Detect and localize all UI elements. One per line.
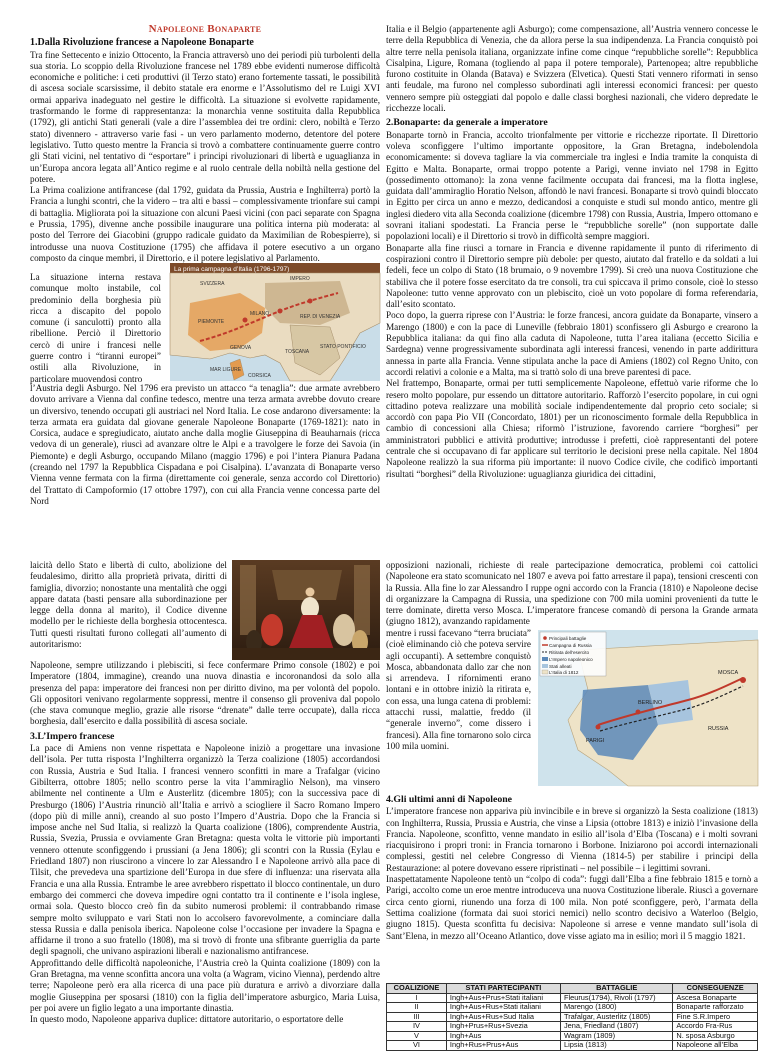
map-legend-item: Principali battaglie xyxy=(549,636,587,641)
paragraph: Poco dopo, la guerra riprese con l’Austria: le forze francesi, ancora guidate da Bonaparte, vinsero a Marengo (1800) e con la pace di Luneville (febbraio 1801) sconfissero gli Asburgo e crearono la Repubblica italiana: da qui fino alla caduta di Napoleone, tutta l’area italiana (eccetto Sicilia e Sardegna) venne progressivamente subordinata agli interessi francesi, venendo in parte addirittura annessa in parte alla Francia. Venne stipulata anche la pace di Amiens (1802) col Regno Unito, con accordi relativi a colonie e a Malta, ma si trattò solo di una breve parentesi di pace. xyxy=(386,310,758,377)
paragraph: Inaspettatamente Napoleone tentò un “colpo di coda”: fuggì dall’Elba a fine febbraio 1815 e tornò a Parigi, accolto come un eroe mentre introduceva una nuova Costituzione liberale. Riuscì a governare circa cento giorni, riunendo una forza di 100 mila. Non poté sconfiggere, però, l’armata della Settima coalizione (formata dai suoi storici nemici) nello scontro decisivo a Waterloo (Belgio, giugno 1815). Questa sconfitta fu decisiva: Napoleone si arrese e venne mandato sull’isola di Sant’Elena, in mezzo all’Oceano Atlantico, dove visse agiato ma in esilio; morì il 5 maggio 1821. xyxy=(386,874,758,941)
map-label: MOSCA xyxy=(718,670,739,676)
paragraph: Napoleone, sempre utilizzando i plebisciti, si fece confermare Primo console (1802) e poi Imperatore (1804, immagine), creando una nuova dinastia e incoronandosi da solo alla presenza del papa: imperatore dei francesi non per diritto divino, ma per volontà del popolo. Gli oppositori venivano regolarmente soppressi, mentre il consenso gli proveniva dal popolo (che stava comunque meglio, grazie alle risorse “drenate” dalle terre occupate), dalla ricca borghesia, dall’esercito e dalla possibilità di ascesa sociale. xyxy=(30,660,380,727)
table-cell: Lipsia (1813) xyxy=(560,1041,672,1051)
table-header: BATTAGLIE xyxy=(560,984,672,994)
map-label: TOSCANA xyxy=(285,349,310,355)
map-caption: La prima campagna d’Italia (1796-1797) xyxy=(174,266,290,273)
paragraph: Nel frattempo, Bonaparte, ormai per tutti semplicemente Napoleone, effettuò varie riforme che lo resero molto popolare, pur essendo un dittatore autoritario. Rafforzò l’esercito popolare, in cui ogni cittadino poteva realizzare una mobilità sociale indipendentemente dal proprio ceto sociale; si accordò con papa Pio VII (Concordato, 1801) per un riconoscimento formale della Repubblica in cambio di concessioni alla Chiesa; riformò l’istruzione, favorendo carriere “borghesi” per amministratori pubblici e attività produttive; introdusse i prefetti, cioè rappresentanti del potere centrale che si occupavano di far applicare sul territorio le decisioni prese nella capitale. Nel 1804 Napoleone realizzò la sua riforma più importante: il nuovo Codice civile, che codificò importanti risultati “borghesi” della Rivoluzione: uguaglianza giuridica dei cittadini, xyxy=(386,378,758,479)
map-russian-campaign xyxy=(538,630,758,786)
table-cell: Fleurus(1794), Rivoli (1797) xyxy=(560,993,672,1003)
left-column-after-map xyxy=(30,383,380,533)
table-cell: Accordo Fra-Rus xyxy=(673,1022,758,1032)
table-cell: IV xyxy=(387,1022,447,1032)
table-cell: Bonaparte rafforzato xyxy=(673,1003,758,1013)
table-cell: Napoleone all’Elba xyxy=(673,1041,758,1051)
left-column-bottom-wrap xyxy=(30,560,227,662)
paragraph: Approfittando delle difficoltà napoleoniche, l’Austria creò la Quinta coalizione (1809) con la Gran Bretagna, ma venne sconfitta ancora una volta (a Wagram, vicino Vienna), perdendo altre terre; Napoleone però era alla ricerca di una pace più duratura e arrivò a divorziare dalla moglie Giuseppina per sposarsi (1810) con la figlia dell’imperatore asburgico, Maria Luisa, per poi avere un figlio legato a una importante dinastia. xyxy=(30,957,380,1013)
moscow-marker xyxy=(740,677,746,683)
table-cell: Trafalgar, Austerlitz (1805) xyxy=(560,1012,672,1022)
table-cell: Marengo (1800) xyxy=(560,1003,672,1013)
table-cell: Jena, Friedland (1807) xyxy=(560,1022,672,1032)
left-column-bottom xyxy=(30,660,380,1024)
paragraph: Tra fine Settecento e inizio Ottocento, la Francia attraversò uno dei periodi più turbolenti della sua storia. Lo scoppio della Rivoluzione francese nel 1789 ebbe evidenti numerose difficoltà economiche e politiche: i ceti produttivi (il Terzo stato) erano fortemente tassati, le possibilità di ascesa sociale scarsissime, il debito statale era enorme e l’Assolutismo del re Luigi XVI ormai appariva inadeguato nel gestire le difficoltà. La situazione si evolvette rapidamente, trasformando le forme di rappresentanza: la monarchia venne sostituita dalla Repubblica (1792), gli antichi Stati generali (vale a dire l’assemblea dei tre ordini: clero, nobiltà e Terzo stato) divennero - attraverso varie fasi - un vero parlamento moderno, detentore del potere legislativo. Tutto questo mentre la Francia si trovò a combattere continuamente guerre contro gli Stati vicini, nel tentativo di “esportare” i principi rivoluzionari di libertà e uguaglianza in un’Europa ancora legata all’Antico regime e al ruolo centrale della nobiltà nella gestione del potere. xyxy=(30,49,380,184)
map-legend-item: L’Italia di 1812 xyxy=(549,670,579,675)
paragraph: In questo modo, Napoleone appariva duplice: dittatore autoritario, o esportatore delle xyxy=(30,1014,344,1025)
table-row xyxy=(387,1041,758,1051)
section-1-heading: 1.Dalla Rivoluzione francese a Napoleone Bonaparte xyxy=(30,37,254,49)
section-3-heading: 3.L’Impero francese xyxy=(30,730,115,742)
coalitions-table xyxy=(386,983,758,1051)
section-4-heading: 4.Gli ultimi anni di Napoleone xyxy=(386,794,513,805)
map-label: RUSSIA xyxy=(708,726,729,732)
table-row xyxy=(387,1003,758,1013)
map-label: PIEMONTE xyxy=(198,319,225,325)
map-label: PARIGI xyxy=(586,738,605,744)
table-cell: Fine S.R.Impero xyxy=(673,1012,758,1022)
coronation-painting xyxy=(232,560,380,660)
paragraph: Bonaparte tornò in Francia, accolto trionfalmente per vittorie e ricchezze riportate. Il Direttorio voleva sconfiggere l’ultimo importante oppositore, la Gran Bretagna, indebolendola economicamente: si doveva tagliare la via commerciale tra inglesi e India tramite la conquista di Egitto e Malta. Bonaparte, ormai troppo potente a Parigi, venne inviato nel 1798 in Egitto (possedimento ottomano): la zona venne facilmente occupata dai francesi, ma la flotta inglese, guidata dall’ammiraglio Horatio Nelson, affondò le navi francesi. Bonaparte si trovò quindi bloccato in Egitto per circa un anno e mezzo, dedicandosi a conquiste e studi sul mondo antico, mentre gli inglesi diedero vita alla Seconda coalizione (dicembre 1798) con Russia, Austria, Impero ottomano e sovrani italiani spodestati. La Francia perse le “repubbliche sorelle” (non supportate dalle popolazioni locali) e il Direttorio si trovò in difficoltà sempre maggiori. xyxy=(386,129,758,242)
table-cell: Ingh+Aus+Rus+Stati italiani xyxy=(446,1003,560,1013)
map-label: STATO PONTIFICIO xyxy=(320,344,366,350)
map-legend-item: Ritirata dell’esercito xyxy=(549,650,590,655)
map-label: MAR LIGURE xyxy=(210,367,242,373)
table-cell: II xyxy=(387,1003,447,1013)
map-label: IMPERO xyxy=(290,276,310,282)
table-row xyxy=(387,1022,758,1032)
map-legend-item: Stati alleati xyxy=(549,664,572,669)
paragraph: laicità dello Stato e libertà di culto, abolizione del feudalesimo, diritto alla proprietà privata, diritti di famiglia, divorzio; nonostante una mentalità che oggi appare datata (basti pensare alla subordinazione per legge della donna al marito), il Codice divenne modello per le richieste della borghesia ottocentesca. Tutti questi risultati furono collegati all’aumento di autoritarismo: xyxy=(30,560,227,650)
table-header: CONSEGUENZE xyxy=(673,984,758,994)
paragraph: L’imperatore francese non appariva più invincibile e in breve si organizzò la Sesta coalizione (1813) con Inghilterra, Russia, Prussia e Austria, che vinse a Lipsia (ottobre 1813) e iniziò l’invasione della Francia. Napoleone, sconfitto, venne mandato in esilio all’isola d’Elba (Toscana) e i molti sovrani riacquisirono i propri troni: in Francia tornarono i Borbone. Iniziarono poi accordi internazionali complessi, gestiti nel celebre Congresso di Vienna (1814-5) per stabilire i principi della Restaurazione: al potere dovevano essere ripristinati – nel possibile – i legittimi sovrani. xyxy=(386,806,758,873)
table-cell: Wagram (1809) xyxy=(560,1031,672,1041)
left-column-wrap xyxy=(30,272,161,383)
paragraph: opposizioni nazionali, richieste di reale partecipazione democratica, problemi coi cattolici (Napoleone era stato scomunicato nel 1807 e aveva poi fatto arrestare il papa), tensioni crescenti con la Russia. Alla fine lo zar Alessandro I ruppe ogni accordo con la Francia (1810) e Napoleone decise di organizzare la Campagna di Russia, una spedizione con 700 mila uomini provenienti da tutte le terre dominate, diretta verso Mosca. L’imperatore francese comandò di persona la Grande armata (giugno 1812), avanzando rapidamente xyxy=(386,560,758,627)
table-cell: Ingh+Aus xyxy=(446,1031,560,1041)
table-cell: V xyxy=(387,1031,447,1041)
right-column-bottom-top xyxy=(386,560,758,628)
map-first-italian-campaign xyxy=(170,263,380,381)
table-header: STATI PARTECIPANTI xyxy=(446,984,560,994)
table-header: COALIZIONE xyxy=(387,984,447,994)
map-label: CORSICA xyxy=(248,373,271,379)
map-legend-item: L’Impero napoleonico xyxy=(549,657,593,662)
map-label: REP. DI VENEZIA xyxy=(300,314,341,320)
table-cell: VI xyxy=(387,1041,447,1051)
table-cell: Ascesa Bonaparte xyxy=(673,993,758,1003)
table-cell: N. sposa Asburgo xyxy=(673,1031,758,1041)
table-cell: Ingh+Prus+Rus+Svezia xyxy=(446,1022,560,1032)
map-label: GENOVA xyxy=(230,345,252,351)
paragraph: mentre i russi facevano “terra bruciata” (cioè eliminando ciò che poteva servire agli occupanti). A settembre conquistò Mosca, abbandonata dallo zar che non si arrendeva. I rifornimenti erano lontani e in ottobre iniziò la ritirata e, con essa, una lunga catena di problemi: attacchi russi, malattie, freddo (il “generale inverno”, come dissero i francesi). Alla fine tornarono solo circa 100 mila uomini. xyxy=(386,628,531,751)
left-column-top xyxy=(30,24,380,272)
map-legend-item: Campagna di Russia xyxy=(549,643,592,648)
map-label: MILANO xyxy=(250,311,270,317)
paragraph: l’Austria degli Asburgo. Nel 1796 era previsto un attacco “a tenaglia”: due armate avrebbero dovuto arrivare a Vienna dal confine tedesco, mentre una terza armata avrebbe dovuto creare un diversivo, tenendo occupati gli austriaci nel Nord Italia. Le cose andarono diversamente: la terza armata era guidata dal giovane generale Napoleone Bonaparte (1769-1821): nato in Corsica, audace e spregiudicato, aiutato anche dalla moglie Giuseppina di Beauharnais (ricca vedova di un generale), riuscì ad avanzare oltre le Alpi e a travolgere le forze dei Savoia (in Piemonte) e degli Asburgo, occupando Milano (maggio 1796) e poi l’intera Pianura Padana (creando nel 1797 la Repubblica Cispadana e poi Cisalpina). L’avanzata di Bonaparte verso Vienna venne fermata con la firma (direttamente coi generale, senza accordo col Direttorio) del Trattato di Campoformio (17 ottobre 1797), con cui alla Francia venne concessa parte del Nord xyxy=(30,383,380,506)
map-label: BERLINO xyxy=(638,700,663,706)
table-header-row xyxy=(387,984,758,994)
paragraph: La situazione interna restava comunque molto instabile, col predominio della borghesia più ricca a discapito del popolo comune (i sanculotti) pronto alla ribellione. Perciò il Direttorio cercò di unire i francesi nelle guerre contro i “tiranni europei” ostili alla Rivoluzione, in particolare muovendosi contro xyxy=(30,272,161,384)
paragraph: Bonaparte alla fine riuscì a tornare in Francia e divenne rapidamente il punto di riferimento di cospirazioni contro il Direttorio sempre più debole: per questo, aiutato dal fratello e da soldati a lui fedeli, fece un colpo di Stato (18 brumaio, o 9 novembre 1799). Si creò una nuova Costituzione che stabiliva che il potere fosse esercitato da tre consoli, tra cui spiccava il primo console, cioè lo stesso Napoleone: tutto venne approvato con un plebiscito, cioè un voto popolare di forma referendaria, dall’esito scontato. xyxy=(386,242,758,310)
section-2-heading: 2.Bonaparte: da generale a imperatore xyxy=(386,117,548,129)
table-cell: Ingh+Aus+Prus+Stati italiani xyxy=(446,993,560,1003)
table-cell: Ingh+Aus+Rus+Sud Italia xyxy=(446,1012,560,1022)
paragraph: La pace di Amiens non venne rispettata e Napoleone iniziò a progettare una invasione dell’isola. Per tutta risposta l’Inghilterra organizzò la Terza coalizione (1805) accordandosi con Russia, Austria e Sud Italia. I francesi vennero sconfitti in mare a Trafalgar (vicino Gibilterra, ottobre 1805; nello scontro perse la vita l’ammiraglio Nelson), ma vinsero abilmente nel continente a Ulm e Austerlitz (dicembre 1805); con la successiva pace di Presburgo (1806) l’Austria rinunciò all’Italia e arrivò a sciogliere il Sacro Romano Impero (dopo più di mille anni), creando al suo posto l’Impero d’Austria. Dopo che la Francia si impose anche nel Sud Italia, si realizzò la Quarta coalizione (1806), comprendente Austria, Russia, Svezia, Prussia e ovviamente Gran Bretagna: questa volta le vittorie più importanti vennero ottenute sconfiggendo i prussiani (a Jena 1806); gli scontri con la Russia (Eylau e Friedland 1807) non riuscirono a vincere lo zar Alessandro I e Napoleone arrivò alla pace di Tilsit, che prevedeva una spartizione dell’Europa in due sfere di influenza: una riservata alla Francia e una alla Russia. Entrambe le aree avrebbero rispettato il blocco continentale, un duro embargo dei commerci che doveva impedire ogni contatto tra il continente e l’isola inglese, ormai sola. Questo blocco creò fin da subito numerosi problemi: il contrabbando rimase sempre molto sviluppato e vari Stati non lo accolsero favorevolmente, a cominciare dalla stessa Russia e dalla penisola iberica. Napoleone colse l’occasione per invadere la Spagna e affidarne il trono a suo fratello (1808), ma si trovò di fronte una sfibrante guerriglia da parte degli spagnoli, che univano aspirazioni liberali e nazionalismo antifrancese. xyxy=(30,743,380,957)
table-cell: Ingh+Rus+Prus+Aus xyxy=(446,1041,560,1051)
right-column-bottom xyxy=(386,791,758,981)
table-cell: I xyxy=(387,993,447,1003)
page-title: Napoleone Bonaparte xyxy=(148,23,262,35)
right-column-top xyxy=(386,24,758,534)
paragraph: Italia e il Belgio (appartenente agli Asburgo); come compensazione, all’Austria vennero concesse le terre della Repubblica di Venezia, che da allora perse la sua indipendenza. La Francia conquistò poi altre terre nella penisola italiana, organizzate infine come cinque “repubbliche sorelle”: Repubblica Cisalpina, Ligure, Romana (togliendo al papa il potere temporale), Partenopea; altre repubbliche furono costituite in Olanda (Batava) e Svizzera (Elvetica). Questi Stati vennero riformati in senso anti feudale, ma furono nel complesso subordinati agli interessi economici francesi: per questo vennero sempre più osteggiati dal popolo e dalle classi borghesi nazionali, che videro depredate le ricchezze locali. xyxy=(386,24,758,114)
paragraph: La Prima coalizione antifrancese (dal 1792, guidata da Prussia, Austria e Inghilterra) portò la Francia a lunghi scontri, che la videro – tra alti e bassi – complessivamente trionfare sui campi di battaglia. Migliorata poi la situazione con alcuni Paesi vicini (con paci separate con Spagna e Prussia, 1795), divenne anche possibile inaugurare una politica interna più moderata: al posto del Terrore dei Giacobini (gruppo radicale guidato da Maximilian de Robespierre), si introdusse una nuova Costituzione (1795) che affidava il potere esecutivo a un organo composto da cinque membri, il Direttorio, e il potere legislativo al Parlamento. xyxy=(30,185,380,263)
map-label: SVIZZERA xyxy=(200,281,225,287)
right-column-bottom-wrap xyxy=(386,628,531,788)
table-cell: III xyxy=(387,1012,447,1022)
